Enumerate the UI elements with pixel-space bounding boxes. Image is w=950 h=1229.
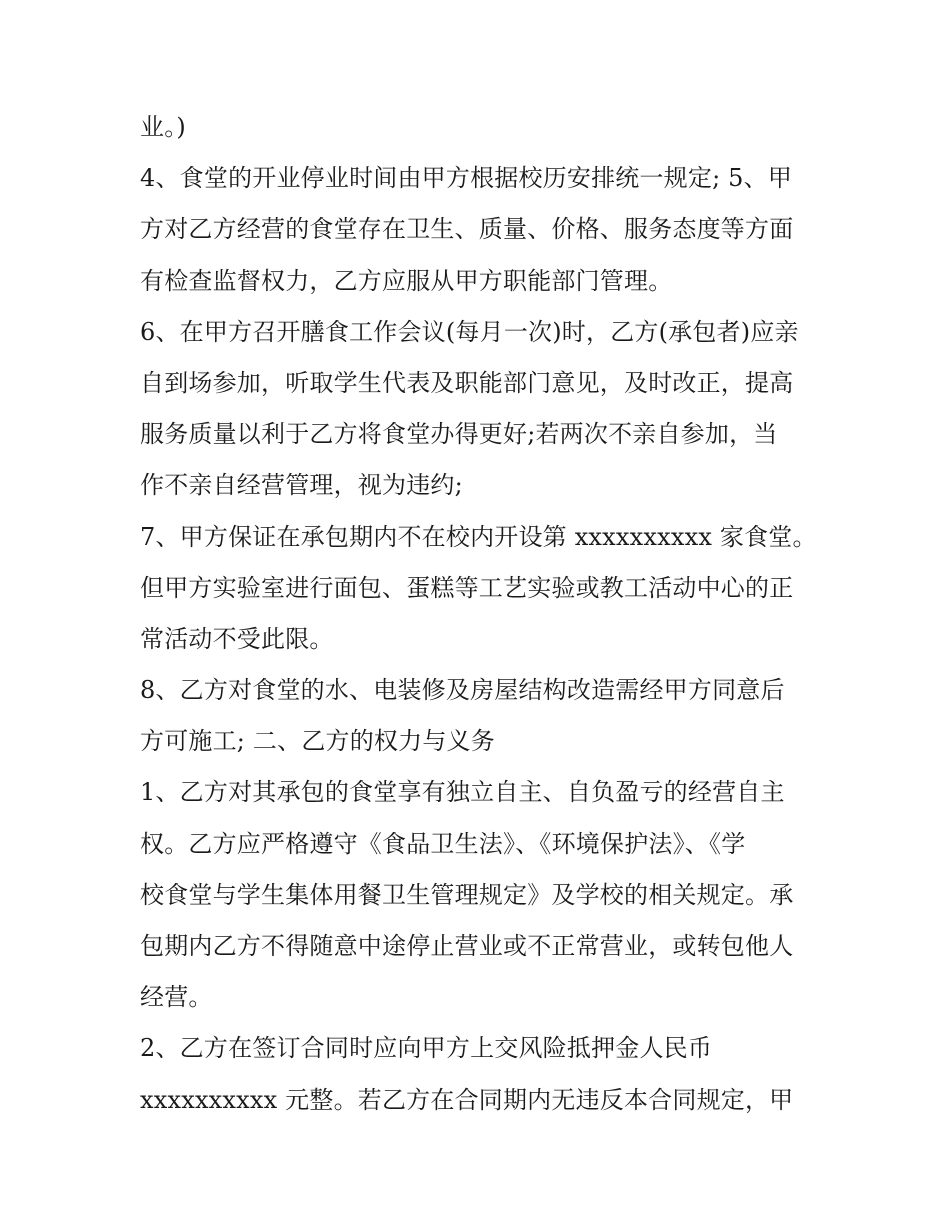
document-body [140, 102, 820, 1126]
text-line: 6、在甲方召开膳食工作会议(每月一次)时，乙方(承包者)应亲 [140, 317, 799, 346]
text-line: 8、乙方对食堂的水、电装修及房屋结构改造需经甲方同意后 [140, 676, 785, 705]
text-line: 1、乙方对其承包的食堂享有独立自主、自负盈亏的经营自主 [140, 778, 785, 807]
text-line: 经营。 [140, 983, 213, 1012]
text-line: 方对乙方经营的食堂存在卫生、质量、价格、服务态度等方面 [140, 215, 794, 244]
text-line: 服务质量以利于乙方将食堂办得更好;若两次不亲自参加，当 [140, 420, 778, 449]
text-line: 业。) [140, 113, 186, 141]
text-line: 有检查监督权力，乙方应服从甲方职能部门管理。 [140, 266, 673, 295]
text-line: 方可施工; 二、乙方的权力与义务 [140, 727, 495, 756]
text-line: 2、乙方在签订合同时应向甲方上交风险抵押金人民币 [140, 1034, 713, 1063]
text-line: 包期内乙方不得随意中途停止营业或不正常营业，或转包他人 [140, 932, 794, 960]
text-line: 常活动不受此限。 [140, 624, 334, 653]
text-line: 校食堂与学生集体用餐卫生管理规定》及学校的相关规定。承 [140, 880, 794, 909]
text-line: 作不亲自经营管理，视为违约; [140, 471, 463, 500]
text-line: 权。乙方应严格遵守《食品卫生法》、《环境保护法》、《学 [140, 829, 746, 858]
text-line: xxxxxxxxxx 元整。若乙方在合同期内无违反本合同规定，甲 [140, 1085, 794, 1114]
text-line: 7、甲方保证在承包期内不在校内开设第 xxxxxxxxxx 家食堂。 [140, 522, 817, 551]
text-line: 自到场参加，听取学生代表及职能部门意见，及时改正，提高 [140, 368, 794, 397]
text-line: 但甲方实验室进行面包、蛋糕等工艺实验或教工活动中心的正 [140, 573, 794, 602]
text-line: 4、食堂的开业停业时间由甲方根据校历安排统一规定; 5、甲 [140, 164, 793, 193]
